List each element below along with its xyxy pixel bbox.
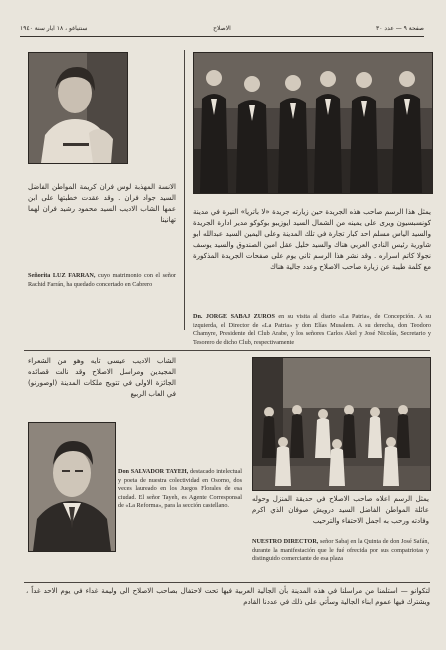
caption-es-quinta-safan: [252, 538, 429, 574]
column-divider-top: [184, 50, 185, 330]
caption-es-salvador-tayeh: [118, 468, 242, 562]
header-date: سنتياغو ، ١٨ ايار سنة ١٩٤٠: [20, 25, 88, 32]
caption-es-la-patria: [193, 313, 431, 346]
group-image: [253, 358, 430, 490]
caption-ar-salvador-tayeh: الشاب الاديب عيسى تايه وهو من الشعراء المجيدين ومراسل الاصلاح وقد نالت قصائده الجائزة الاولى في تتويج ملكات المدينة (اوصورنو) في العاب الربيع: [28, 357, 176, 398]
caption-es-name: Don SALVADOR TAYEH,: [118, 468, 189, 475]
caption-es-name: Dn. JORGE SABAJ ZUROS: [193, 313, 275, 320]
group-image: [194, 53, 432, 193]
portrait-image: [29, 423, 115, 551]
caption-ar-la-patria: يمثل هذا الرسم صاحب هذه الجريدة حين زيارته جريدة «لا باتريا» النيرة في مدينة كونسبسيون ويرى على يمينه من الشمال السيد ايوزيبو بوكوكو مدير ادارة الجريدة والسيد الياس مسلم احد كبار تجارة في تلك المدينة وعلى اليمين السيد عبدالله ابو شاورية رئيس النادي العربي هناك والسيد خليل عقل امين الصندوق والسيد يوسف نجولا كاتم اسراره . وقد نشر هذا الرسم ثاني يوم على صفحات الجريدة المذكورة مع كلمة طيبة عن زيارة صاحب الاصلاح وعدد جالية هناك: [193, 208, 431, 271]
caption-ar-quinta-safan: يمثل الرسم اعلاه صاحب الاصلاح في حديقة المنزل وحوله عائلة المواطن الفاضل السيد درويش صوفان الذي اكرم وفادته ورحب به اجمل الاحتفاء والترحيب: [252, 495, 429, 525]
section-divider-footer: [24, 582, 430, 583]
page-header: [20, 22, 424, 37]
caption-es-body: destacado intelectual y poeta de nuestra colectividad en Osorno, dos veces laureado en los Juegos Florales de esa ciudad. El señor Tayeh, es Agente Corresponsal de «La Reforma», para la sección castellano.: [118, 468, 242, 510]
portrait-photo-salvador-tayeh: [28, 422, 116, 552]
footer-news-lautaro: لتكوانو — استلمنا من مراسلنا في هذه المدينة بأن الجالية العربية فيها تحت لاحتفال بصاحب الاصلاح الى وليمة غداء في يوم الاحد غداً ، ويشترك فيها عموم ابناء الجالية وسأتي على ذلك في عددنا القادم: [26, 587, 430, 606]
portrait-image: [29, 53, 127, 163]
group-photo-la-patria-visit: [193, 52, 433, 194]
section-divider-middle: [24, 350, 430, 351]
caption-es-body: señor Sabaj en la Quinta de don José Safán, durante la manifestación que le fué ofrecida por sus compatriotas y distinguido comerciante de esa plaza: [252, 538, 429, 563]
portrait-photo-luz-farran: [28, 52, 128, 164]
group-photo-quinta-safan: [252, 357, 431, 491]
caption-es-luz-farran: [28, 272, 176, 328]
header-masthead: الاصلاح: [213, 25, 231, 32]
caption-ar-luz-farran: الانسة المهذبة لوس فران كريمة المواطن الفاضل السيد جواد فران . وقد عقدت خطبتها على ابن عمها الشاب الاديب السيد محمود رشيد فران لهما تهانينا: [28, 183, 176, 224]
caption-es-name: NUESTRO DIRECTOR,: [252, 538, 319, 545]
caption-es-name: Señorita LUZ FARRAN,: [28, 272, 96, 279]
caption-es-body: cuyo matrimonio con el señor Rachid Farrán, ha quedado concertado en Cabrero: [28, 272, 176, 288]
header-issue: صفحة ٩ — عدد ٣٠: [376, 25, 424, 32]
caption-es-body: en su visita al diario «La Patria», de Concepción. A su izquierda, el Director de «La Patria» y don Elías Musalem. A su derecha, don Teodoro Chamyre, Presidente del Club Arabe, y los señores Carlos Akel y José Nicolás, Secretario y Tesorero de dicho Club, respectivamente: [193, 313, 431, 346]
